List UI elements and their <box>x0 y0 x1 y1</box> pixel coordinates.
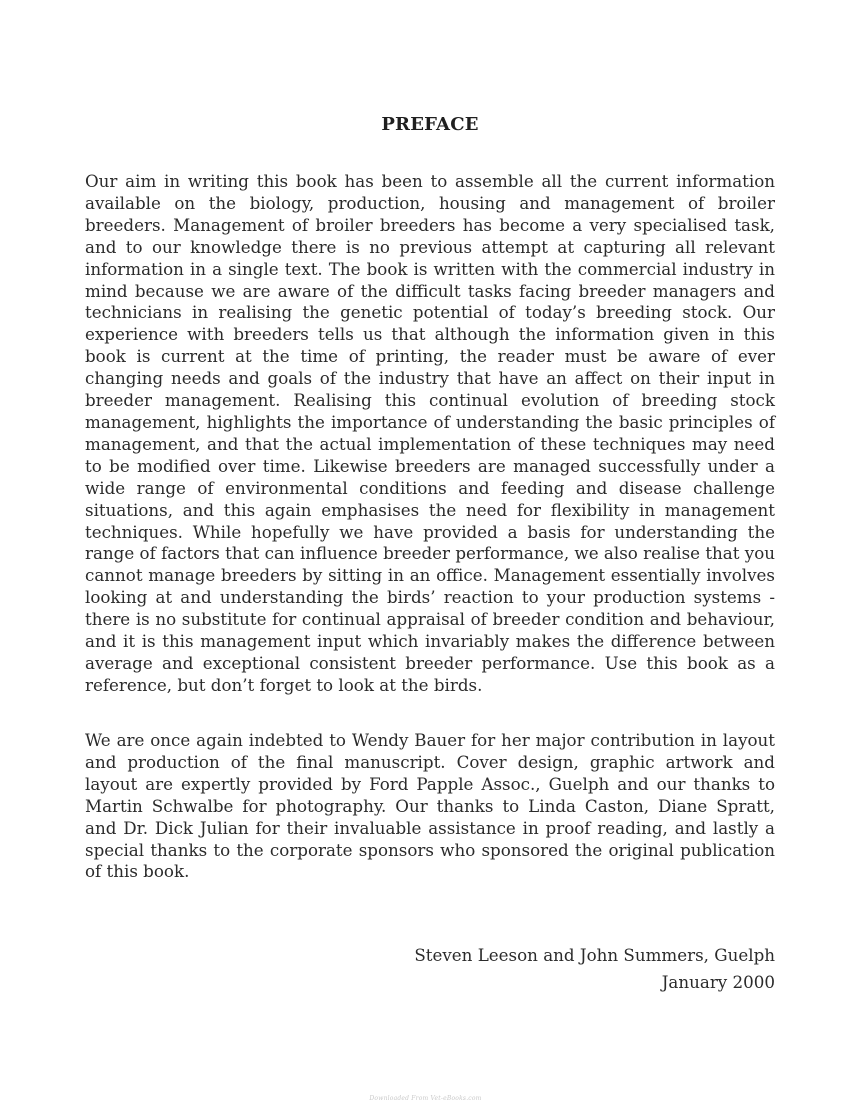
signature-block <box>85 942 775 996</box>
signature-authors: Steven Leeson and John Summers, Guelph <box>414 945 775 965</box>
footer-watermark: Downloaded From Vet-eBooks.com <box>369 1095 482 1102</box>
paragraph-1: Our aim in writing this book has been to assemble all the current information available on the biology, production, housing and management of broiler breeders. Management of broiler breeders has become a very specialised task, and to our knowledge there is no previous attempt at capturing all relevant information in a single text. The book is written with the commercial industry in mind because we are aware of the difficult tasks facing breeder managers and technicians in realising the genetic potential of today’s breeding stock. Our experience with breeders tells us that although the information given in this book is current at the time of printing, the reader must be aware of ever changing needs and goals of the industry that have an affect on their input in breeder management. Realising this continual evolution of breeding stock management, highlights the importance of understanding the basic principles of management, and that the actual implementation of these techniques may need to be modified over time. Likewise breeders are managed successfully under a wide range of environmental conditions and feeding and disease challenge situations, and this again emphasises the need for flexibility in management techniques. While hopefully we have provided a basis for understanding the range of factors that can influence breeder performance, we also realise that you cannot manage breeders by sitting in an office. Management essentially involves looking at and understanding the birds’ reaction to your production systems - there is no substitute for continual appraisal of breeder condition and behaviour, and it is this management input which invariably makes the difference between average and exceptional consistent breeder performance. Use this book as a reference, but don’t forget to look at the birds. <box>85 171 775 695</box>
signature-date: January 2000 <box>661 972 775 992</box>
paragraph-2: We are once again indebted to Wendy Bauer for her major contribution in layout and production of the final manuscript. Cover design, graphic artwork and layout are expertly provided by Ford Papple Assoc., Guelph and our thanks to Martin Schwalbe for photography. Our thanks to Linda Caston, Diane Spratt, and Dr. Dick Julian for their invaluable assistance in proof reading, and lastly a special thanks to the corporate sponsors who sponsored the original publication of this book. <box>85 730 775 882</box>
page-title: PREFACE <box>381 114 479 135</box>
